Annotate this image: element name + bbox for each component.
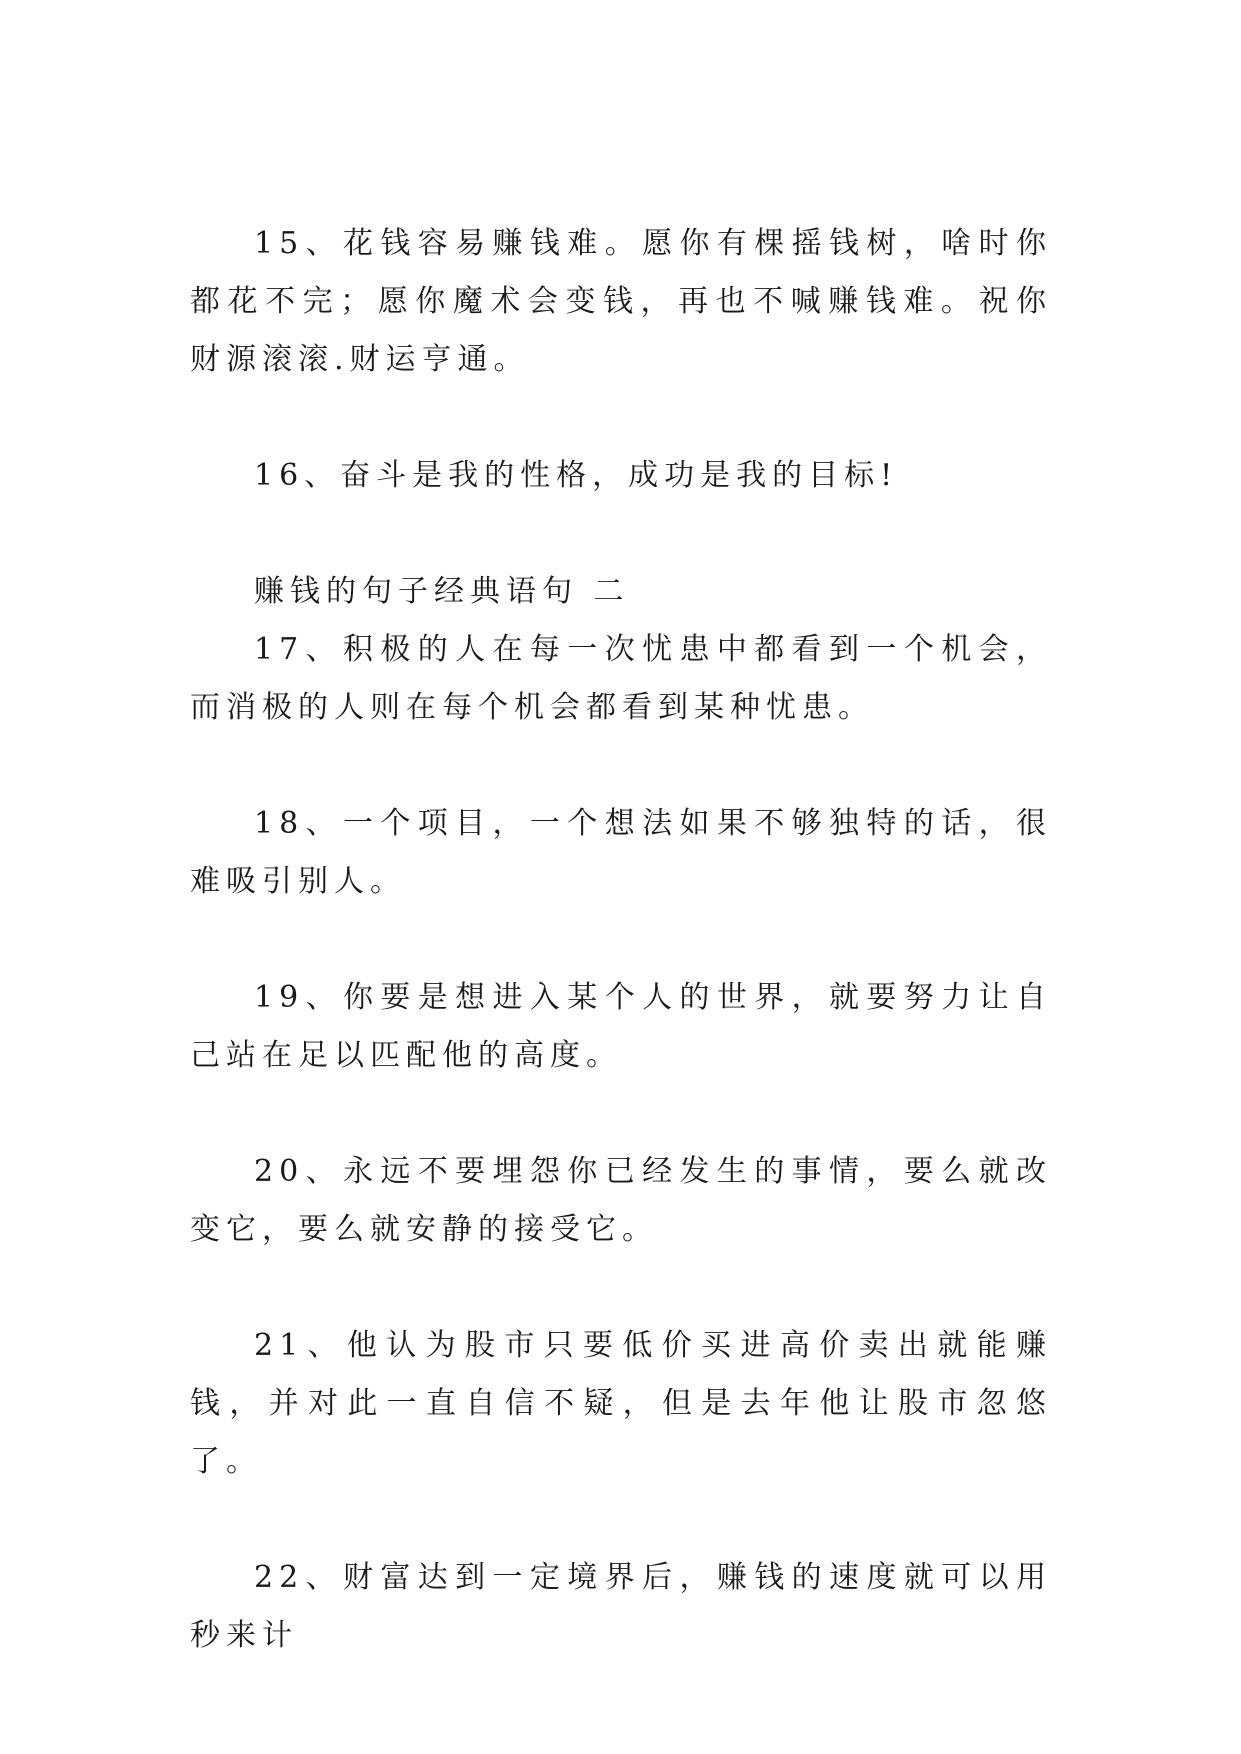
paragraph-15: 15、花钱容易赚钱难。愿你有棵摇钱树，啥时你都花不完；愿你魔术会变钱，再也不喊赚钱难。祝你财源滚滚.财运亨通。 [190, 226, 1052, 377]
paragraph-18: 18、一个项目，一个想法如果不够独特的话，很难吸引别人。 [190, 806, 1052, 899]
paragraph-22: 22、财富达到一定境界后，赚钱的速度就可以用秒来计 [190, 1560, 1052, 1653]
paragraph-21: 21、他认为股市只要低价买进高价卖出就能赚钱，并对此一直自信不疑，但是去年他让股市忽悠了。 [190, 1328, 1052, 1479]
paragraph-20: 20、永远不要埋怨你已经发生的事情，要么就改变它，要么就安静的接受它。 [190, 1154, 1052, 1247]
paragraph-19: 19、你要是想进入某个人的世界，就要努力让自己站在足以匹配他的高度。 [190, 980, 1052, 1073]
section-heading: 赚钱的句子经典语句 二 [254, 574, 630, 609]
paragraph-16: 16、奋斗是我的性格，成功是我的目标! [254, 458, 899, 493]
paragraph-17: 17、积极的人在每一次忧患中都看到一个机会，而消极的人则在每个机会都看到某种忧患。 [190, 632, 1052, 725]
document-body [190, 215, 1052, 1665]
